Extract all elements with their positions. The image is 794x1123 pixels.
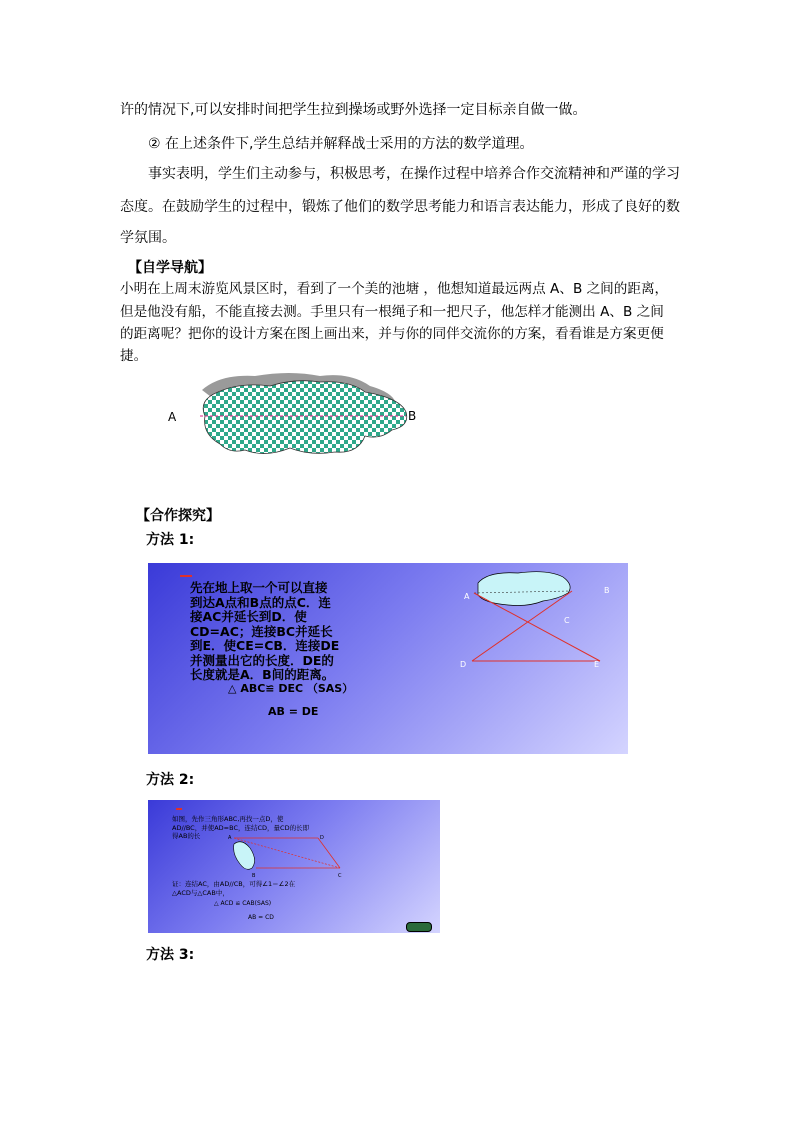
method1-text-line: CD=AC；连接BC并延长 (190, 623, 333, 639)
method3-label: 方法 3: (146, 947, 195, 963)
method2-label-c: C (338, 873, 342, 879)
self-study-line: 小明在上周末游览风景区时，看到了一个美的池塘 ，他想知道最远两点 A、B 之间的距离， (120, 281, 669, 297)
triangle-icon: △ (214, 900, 219, 907)
paragraph-line: 事实表明，学生们主动参与，积极思考，在操作过程中培养合作交流精神和严谨的学习 (148, 166, 680, 182)
method1-congruence (228, 680, 353, 696)
method2-slide (148, 800, 440, 933)
method2-label-d: D (320, 835, 324, 841)
method1-conclusion: AB = DE (268, 705, 319, 718)
self-study-heading: 【自学导航】 (128, 260, 212, 276)
paragraph-line: 许的情况下,可以安排时间把学生拉到操场或野外选择一定目标亲自做一做。 (120, 102, 587, 118)
method1-label: 方法 1: (146, 532, 195, 548)
nav-button-icon[interactable] (406, 922, 432, 932)
pond-figure (160, 368, 420, 468)
method2-label-b: B (252, 873, 256, 879)
slide-marker (176, 808, 182, 810)
method1-pond (478, 572, 570, 606)
method1-text-line: 并测量出它的长度．DE的 (190, 652, 334, 668)
method1-label-d: D (460, 660, 467, 669)
self-study-line: 的距离呢？把你的设计方案在图上画出来，并与你的同伴交流你的方案，看看谁是方案更便 (120, 326, 664, 342)
slide-marker (180, 575, 192, 577)
cooperate-heading: 【合作探究】 (136, 508, 220, 524)
method2-proof-line: △ACD与△CAB中， (172, 888, 229, 897)
method1-diagram (448, 563, 628, 683)
method1-label-c: C (564, 616, 570, 625)
triangle-icon: △ (228, 682, 237, 695)
method2-congruence (214, 900, 271, 907)
method2-label-a: A (228, 835, 232, 841)
method2-pond (234, 842, 255, 870)
self-study-line: 捷。 (120, 348, 148, 364)
paragraph-line: ② 在上述条件下,学生总结并解释战士采用的方法的数学道理。 (148, 136, 534, 152)
method2-text-line: 得AB的长 (172, 832, 201, 840)
method2-congruence-text: ACD ≌ CAB(SAS) (220, 900, 272, 907)
method1-text-line: 到达A点和B点的点C．连 (190, 594, 331, 610)
method1-text-line: 接AC并延长到D．使 (190, 609, 307, 624)
method2-text-line: 如图，先作三角形ABC,再找一点D，使 (172, 815, 284, 823)
method2-line-dc (318, 838, 340, 868)
method1-congruence-text: ABC≌ DEC （SAS） (240, 682, 354, 695)
method1-text-line: 先在地上取一个可以直接 (190, 580, 328, 595)
method2-text-line: AD//BC，并使AD=BC，连结CD，量CD的长即 (172, 823, 310, 832)
method1-label-e: E (594, 660, 600, 669)
paragraph-line: 学氛围。 (120, 230, 176, 246)
method1-text-line: 到E．使CE=CB．连接DE (190, 638, 340, 653)
pond-label-b: B (408, 409, 417, 423)
method1-label-a: A (464, 592, 470, 601)
paragraph-line: 态度。在鼓励学生的过程中，锻炼了他们的数学思考能力和语言表达能力，形成了良好的数 (120, 199, 680, 215)
method1-slide (148, 563, 628, 754)
self-study-line: 但是他没有船，不能直接去测。手里只有一根绳子和一把尺子，他怎样才能测出 A、B 之间 (120, 304, 664, 320)
pond-label-a: A (168, 410, 177, 424)
method2-proof-line: 证：连结AC，由AD//CB，可得∠1＝∠2在 (172, 880, 296, 888)
method1-label-b: B (604, 586, 610, 595)
method2-diagram (228, 836, 358, 886)
method1-text-line: 长度就是A．B间的距离。 (190, 667, 335, 682)
method1-text (190, 581, 339, 683)
method2-conclusion: AB = CD (248, 914, 274, 921)
method2-label: 方法 2: (146, 772, 195, 788)
method2-proof (172, 880, 295, 897)
